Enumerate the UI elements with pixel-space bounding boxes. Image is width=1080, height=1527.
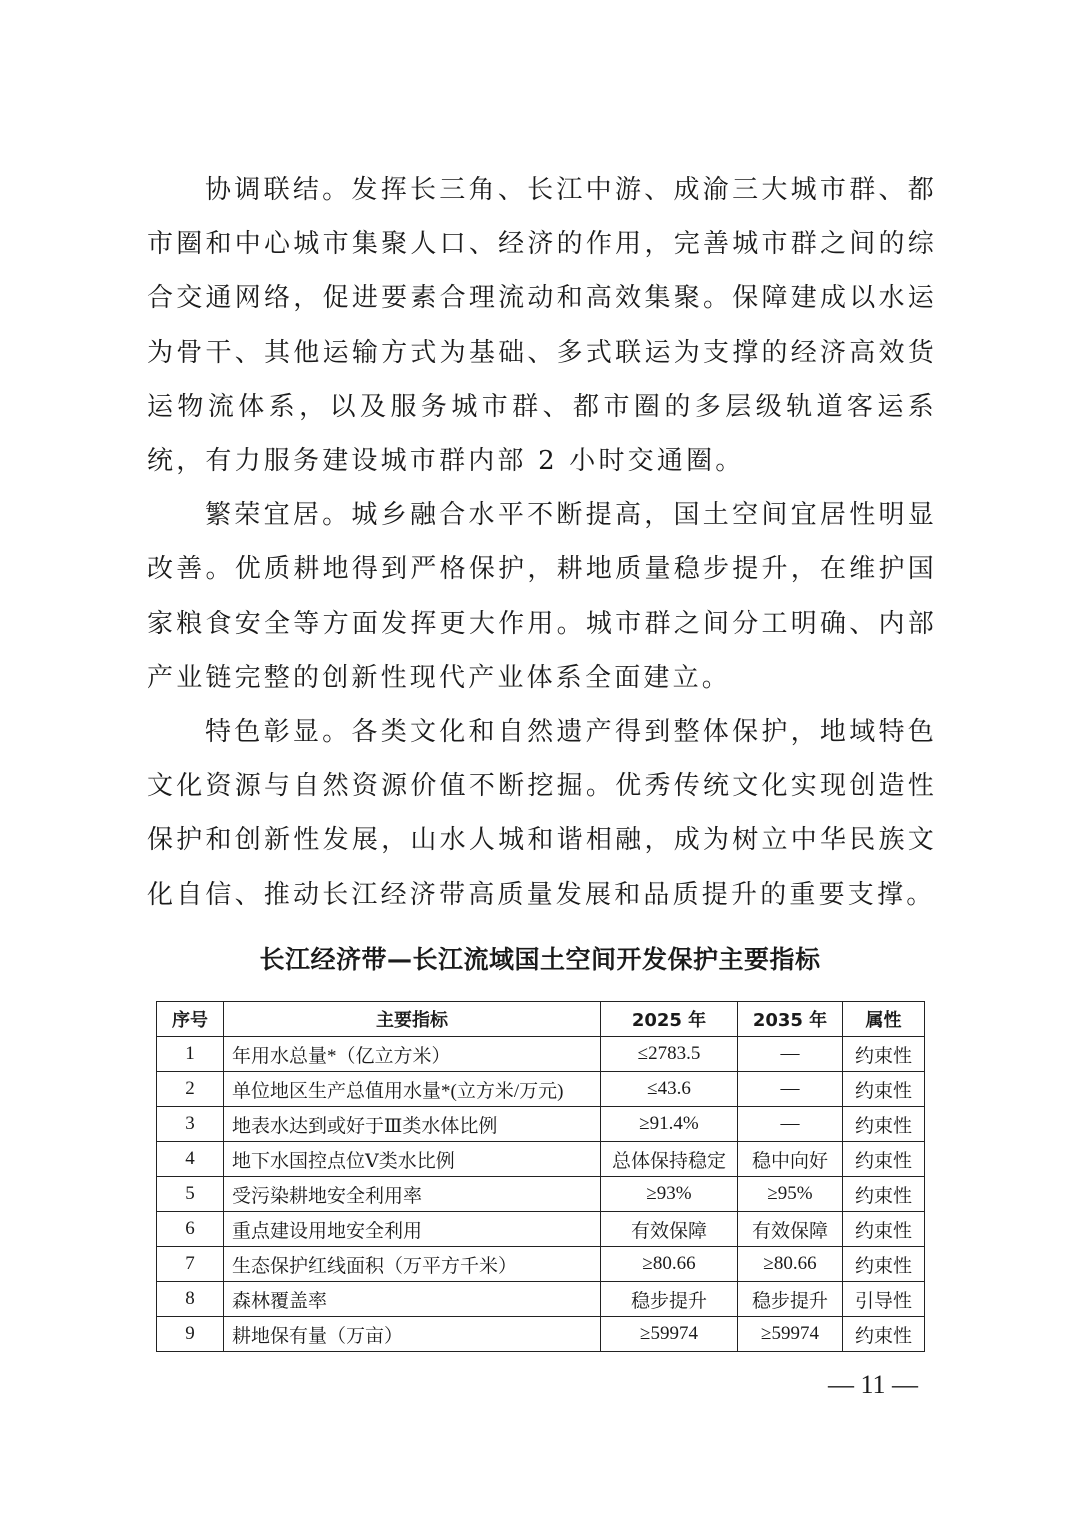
cell-index: 7 [157,1247,224,1282]
paragraph-character [147,705,937,922]
header-indicator: 主要指标 [224,1002,601,1037]
cell-2035: — [738,1107,843,1142]
cell-2035: 稳中向好 [738,1142,843,1177]
cell-indicator: 受污染耕地安全利用率 [224,1177,601,1212]
paragraph-lead: 协调联结。 [205,175,352,205]
cell-indicator: 单位地区生产总值用水量*(立方米/万元) [224,1072,601,1107]
header-index: 序号 [157,1002,224,1037]
cell-attribute: 约束性 [843,1037,925,1072]
cell-attribute: 引导性 [843,1282,925,1317]
table-row [157,1037,925,1072]
cell-2025: ≥93% [601,1177,738,1212]
table-row [157,1317,925,1352]
cell-2035: ≥59974 [738,1317,843,1352]
cell-2025: 总体保持稳定 [601,1142,738,1177]
paragraph-body: 各类文化和自然遗产得到整体保护，地域特色文化资源与自然资源价值不断挖掘。优秀传统文化实现创造性保护和创新性发展，山水人城和谐相融，成为树立中华民族文化自信、推动长江经济带高质量发展和品质提升的重要支撑。 [147,717,937,910]
cell-2035: ≥95% [738,1177,843,1212]
cell-2025: ≤2783.5 [601,1037,738,1072]
cell-index: 5 [157,1177,224,1212]
cell-index: 4 [157,1142,224,1177]
cell-2035: 有效保障 [738,1212,843,1247]
cell-indicator: 年用水总量*（亿立方米） [224,1037,601,1072]
cell-2025: ≥91.4% [601,1107,738,1142]
cell-2035: — [738,1037,843,1072]
header-attribute: 属性 [843,1002,925,1037]
cell-attribute: 约束性 [843,1177,925,1212]
cell-indicator: 森林覆盖率 [224,1282,601,1317]
paragraph-body: 城乡融合水平不断提高，国土空间宜居性明显改善。优质耕地得到严格保护，耕地质量稳步提升，在维护国家粮食安全等方面发挥更大作用。城市群之间分工明确、内部产业链完整的创新性现代产业体系全面建立。 [147,500,937,693]
table-row [157,1107,925,1142]
cell-index: 2 [157,1072,224,1107]
cell-index: 6 [157,1212,224,1247]
cell-indicator: 耕地保有量（万亩） [224,1317,601,1352]
cell-2025: 稳步提升 [601,1282,738,1317]
table-row [157,1072,925,1107]
cell-2025: ≥59974 [601,1317,738,1352]
cell-index: 8 [157,1282,224,1317]
paragraph-lead: 繁荣宜居。 [205,500,352,531]
paragraph-prosperity [147,488,937,705]
cell-index: 1 [157,1037,224,1072]
table-row [157,1177,925,1212]
cell-attribute: 约束性 [843,1212,925,1247]
table-row [157,1142,925,1177]
cell-attribute: 约束性 [843,1072,925,1107]
cell-2025: ≥80.66 [601,1247,738,1282]
cell-2035: ≥80.66 [738,1247,843,1282]
cell-index: 3 [157,1107,224,1142]
table-row [157,1282,925,1317]
cell-attribute: 约束性 [843,1107,925,1142]
cell-2035: — [738,1072,843,1107]
cell-indicator: 地下水国控点位Ⅴ类水比例 [224,1142,601,1177]
cell-attribute: 约束性 [843,1142,925,1177]
header-2035: 2035 年 [738,1002,843,1037]
cell-attribute: 约束性 [843,1317,925,1352]
cell-indicator: 重点建设用地安全利用 [224,1212,601,1247]
cell-attribute: 约束性 [843,1247,925,1282]
cell-2025: ≤43.6 [601,1072,738,1107]
indicators-table [156,1001,925,1352]
paragraph-lead: 特色彰显。 [205,717,352,748]
header-2025: 2025 年 [601,1002,738,1037]
cell-indicator: 地表水达到或好于Ⅲ类水体比例 [224,1107,601,1142]
cell-2035: 稳步提升 [738,1282,843,1317]
table-row [157,1247,925,1282]
cell-2025: 有效保障 [601,1212,738,1247]
table-title: 长江经济带—长江流域国土空间开发保护主要指标 [259,945,821,974]
page-number: — 11 — [828,1370,919,1399]
paragraph-body: 发挥长三角、长江中游、成渝三大城市群、都市圈和中心城市集聚人口、经济的作用，完善城市群之间的综合交通网络，促进要素合理流动和高效集聚。保障建成以水运为骨干、其他运输方式为基础、多式联运为支撑的经济高效货运物流体系，以及服务城市群、都市圈的多层级轨道客运系统，有力服务建设城市群内部 2 小时交通圈。 [147,175,937,477]
body-text [147,163,937,922]
cell-index: 9 [157,1317,224,1352]
cell-indicator: 生态保护红线面积（万平方千米） [224,1247,601,1282]
table-header-row [157,1002,925,1037]
table-row [157,1212,925,1247]
paragraph-coordination [147,163,937,488]
